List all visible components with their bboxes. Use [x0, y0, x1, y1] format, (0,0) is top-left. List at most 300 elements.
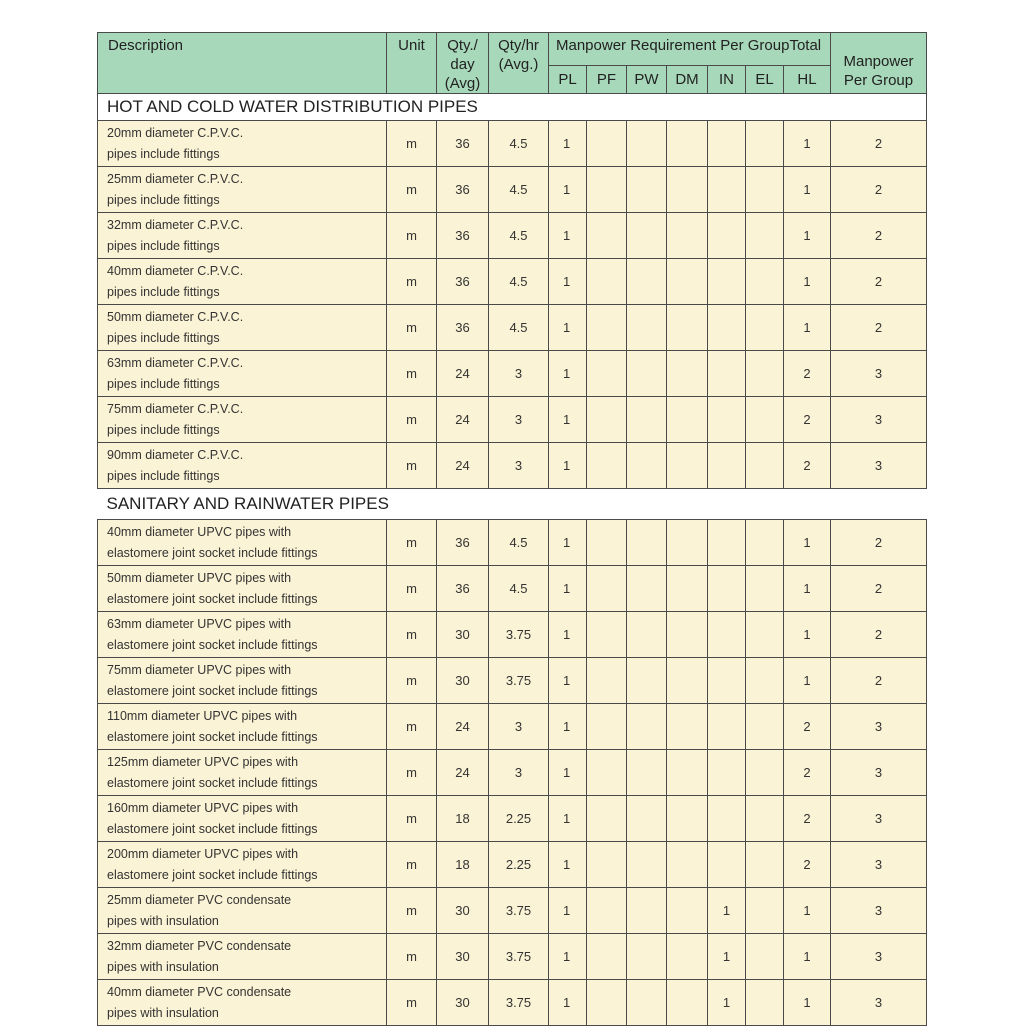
cell-mpg: 2: [831, 259, 927, 305]
cell-pw: [627, 167, 667, 213]
section-title: HOT AND COLD WATER DISTRIBUTION PIPES: [98, 94, 927, 121]
cell-dm: [667, 520, 708, 566]
cell-hl: 1: [784, 980, 831, 1026]
cell-el: [746, 612, 784, 658]
table-row: [98, 443, 927, 489]
cell-hl: 1: [784, 305, 831, 351]
cell-unit: m: [387, 443, 437, 489]
row-description-line2: pipes with insulation: [107, 1005, 219, 1020]
row-description: [98, 888, 387, 934]
row-description-line2: pipes with insulation: [107, 913, 219, 928]
header-qty-day-line2: day: [450, 56, 475, 73]
cell-el: [746, 443, 784, 489]
row-description-line2: pipes include fittings: [107, 376, 220, 391]
cell-pl: 1: [549, 612, 587, 658]
cell-pl: 1: [549, 167, 587, 213]
row-description-line1: 90mm diameter C.P.V.C.: [107, 447, 244, 462]
cell-qh: 4.5: [489, 121, 549, 167]
cell-qh: 3: [489, 443, 549, 489]
table-row: [98, 397, 927, 443]
row-description: [98, 934, 387, 980]
cell-qh: 2.25: [489, 796, 549, 842]
cell-unit: m: [387, 658, 437, 704]
table-row: [98, 796, 927, 842]
cell-in: [708, 351, 746, 397]
cell-in: 1: [708, 934, 746, 980]
cell-hl: 1: [784, 259, 831, 305]
cell-pl: 1: [549, 888, 587, 934]
cell-pl: 1: [549, 351, 587, 397]
cell-pl: 1: [549, 704, 587, 750]
header-pf: PF: [587, 65, 627, 93]
cell-qh: 3: [489, 704, 549, 750]
header-mpg-line2: Per Group: [843, 72, 914, 89]
cell-qh: 3: [489, 750, 549, 796]
cell-dm: [667, 305, 708, 351]
cell-pf: [587, 704, 627, 750]
row-description: [98, 842, 387, 888]
cell-qh: 2.25: [489, 842, 549, 888]
cell-pw: [627, 658, 667, 704]
row-description-line1: 63mm diameter C.P.V.C.: [107, 355, 244, 370]
header-dm: DM: [667, 65, 708, 93]
cell-el: [746, 213, 784, 259]
row-description: [98, 167, 387, 213]
table-row: [98, 612, 927, 658]
row-description: [98, 305, 387, 351]
row-description: [98, 612, 387, 658]
row-description: [98, 443, 387, 489]
cell-pf: [587, 443, 627, 489]
header-description: Description: [98, 33, 387, 94]
cell-unit: m: [387, 520, 437, 566]
cell-qd: 24: [437, 443, 489, 489]
row-description-line1: 125mm diameter UPVC pipes with: [107, 754, 299, 769]
cell-pw: [627, 888, 667, 934]
header-qty-day: [437, 33, 489, 94]
cell-dm: [667, 351, 708, 397]
cell-hl: 1: [784, 612, 831, 658]
cell-pf: [587, 888, 627, 934]
table-row: [98, 842, 927, 888]
cell-qh: 3: [489, 351, 549, 397]
cell-hl: 2: [784, 750, 831, 796]
cell-el: [746, 566, 784, 612]
row-description: [98, 397, 387, 443]
row-description-line1: 32mm diameter PVC condensate: [107, 938, 292, 953]
row-description-line1: 20mm diameter C.P.V.C.: [107, 125, 244, 140]
cell-el: [746, 658, 784, 704]
cell-qh: 4.5: [489, 167, 549, 213]
cell-pl: 1: [549, 520, 587, 566]
cell-qh: 3: [489, 397, 549, 443]
cell-pw: [627, 980, 667, 1026]
cell-hl: 1: [784, 566, 831, 612]
cell-in: [708, 397, 746, 443]
cell-qh: 4.5: [489, 305, 549, 351]
cell-in: [708, 750, 746, 796]
row-description-line2: pipes include fittings: [107, 422, 220, 437]
cell-pw: [627, 750, 667, 796]
cell-qh: 4.5: [489, 259, 549, 305]
cell-pw: [627, 934, 667, 980]
table-row: [98, 566, 927, 612]
cell-pf: [587, 259, 627, 305]
header-pl: PL: [549, 65, 587, 93]
table-row: [98, 121, 927, 167]
cell-qd: 30: [437, 612, 489, 658]
cell-mpg: 2: [831, 213, 927, 259]
cell-hl: 1: [784, 934, 831, 980]
cell-unit: m: [387, 397, 437, 443]
cell-dm: [667, 980, 708, 1026]
row-description-line2: elastomere joint socket include fittings: [107, 683, 318, 698]
cell-pf: [587, 351, 627, 397]
cell-dm: [667, 842, 708, 888]
section-title: SANITARY AND RAINWATER PIPES: [98, 489, 927, 520]
cell-pw: [627, 397, 667, 443]
row-description-line1: 32mm diameter C.P.V.C.: [107, 217, 244, 232]
cell-qd: 36: [437, 566, 489, 612]
cell-in: [708, 566, 746, 612]
row-description-line1: 160mm diameter UPVC pipes with: [107, 800, 299, 815]
cell-qd: 18: [437, 796, 489, 842]
cell-pf: [587, 842, 627, 888]
cell-pf: [587, 121, 627, 167]
cell-pl: 1: [549, 658, 587, 704]
cell-in: [708, 658, 746, 704]
cell-pl: 1: [549, 213, 587, 259]
cell-el: [746, 397, 784, 443]
cell-dm: [667, 397, 708, 443]
manpower-table-page: [97, 32, 926, 1026]
cell-qd: 36: [437, 305, 489, 351]
cell-mpg: 3: [831, 351, 927, 397]
row-description: [98, 796, 387, 842]
cell-pl: 1: [549, 259, 587, 305]
cell-pf: [587, 167, 627, 213]
cell-dm: [667, 612, 708, 658]
table-row: [98, 520, 927, 566]
cell-mpg: 3: [831, 397, 927, 443]
cell-pl: 1: [549, 121, 587, 167]
row-description-line1: 110mm diameter UPVC pipes with: [107, 708, 298, 723]
cell-unit: m: [387, 888, 437, 934]
cell-dm: [667, 934, 708, 980]
cell-dm: [667, 213, 708, 259]
header-qty-hr: [489, 33, 549, 94]
row-description-line2: pipes with insulation: [107, 959, 219, 974]
section-row: [98, 489, 927, 520]
row-description-line2: elastomere joint socket include fittings: [107, 867, 318, 882]
cell-el: [746, 520, 784, 566]
header-unit: Unit: [387, 33, 437, 94]
cell-dm: [667, 888, 708, 934]
cell-qd: 36: [437, 259, 489, 305]
cell-pf: [587, 213, 627, 259]
cell-qd: 24: [437, 750, 489, 796]
cell-pl: 1: [549, 980, 587, 1026]
cell-el: [746, 704, 784, 750]
cell-pl: 1: [549, 566, 587, 612]
row-description: [98, 980, 387, 1026]
cell-qd: 36: [437, 520, 489, 566]
cell-dm: [667, 658, 708, 704]
cell-hl: 2: [784, 704, 831, 750]
cell-qd: 30: [437, 658, 489, 704]
cell-pf: [587, 658, 627, 704]
cell-in: [708, 213, 746, 259]
cell-mpg: 3: [831, 888, 927, 934]
header-manpower-requirement: Manpower Requirement Per GroupTotal: [549, 33, 831, 66]
cell-pf: [587, 397, 627, 443]
cell-el: [746, 750, 784, 796]
cell-hl: 1: [784, 888, 831, 934]
cell-in: [708, 842, 746, 888]
cell-qh: 4.5: [489, 213, 549, 259]
cell-in: [708, 796, 746, 842]
cell-dm: [667, 566, 708, 612]
row-description-line1: 40mm diameter C.P.V.C.: [107, 263, 244, 278]
cell-hl: 2: [784, 842, 831, 888]
table-row: [98, 167, 927, 213]
cell-qd: 18: [437, 842, 489, 888]
cell-qh: 4.5: [489, 520, 549, 566]
cell-el: [746, 121, 784, 167]
cell-unit: m: [387, 213, 437, 259]
cell-unit: m: [387, 980, 437, 1026]
cell-unit: m: [387, 305, 437, 351]
row-description-line2: pipes include fittings: [107, 284, 220, 299]
cell-pl: 1: [549, 842, 587, 888]
cell-pl: 1: [549, 397, 587, 443]
cell-dm: [667, 259, 708, 305]
cell-dm: [667, 796, 708, 842]
cell-pf: [587, 796, 627, 842]
cell-pw: [627, 259, 667, 305]
table-row: [98, 259, 927, 305]
cell-dm: [667, 750, 708, 796]
row-description-line2: pipes include fittings: [107, 238, 220, 253]
table-row: [98, 750, 927, 796]
cell-qd: 30: [437, 934, 489, 980]
table-body: [98, 94, 927, 1026]
cell-qh: 3.75: [489, 658, 549, 704]
cell-mpg: 2: [831, 121, 927, 167]
cell-hl: 2: [784, 443, 831, 489]
cell-mpg: 2: [831, 167, 927, 213]
cell-el: [746, 167, 784, 213]
cell-pf: [587, 305, 627, 351]
cell-qd: 36: [437, 213, 489, 259]
cell-mpg: 3: [831, 796, 927, 842]
cell-pl: 1: [549, 750, 587, 796]
cell-el: [746, 980, 784, 1026]
cell-qh: 4.5: [489, 566, 549, 612]
row-description: [98, 213, 387, 259]
cell-pw: [627, 566, 667, 612]
cell-unit: m: [387, 612, 437, 658]
cell-pf: [587, 520, 627, 566]
cell-hl: 1: [784, 167, 831, 213]
cell-hl: 1: [784, 520, 831, 566]
row-description: [98, 750, 387, 796]
cell-mpg: 2: [831, 566, 927, 612]
cell-hl: 2: [784, 796, 831, 842]
cell-in: 1: [708, 980, 746, 1026]
cell-in: [708, 167, 746, 213]
cell-hl: 2: [784, 351, 831, 397]
table-row: [98, 980, 927, 1026]
header-in: IN: [708, 65, 746, 93]
section-row: [98, 94, 927, 121]
cell-el: [746, 888, 784, 934]
cell-unit: m: [387, 796, 437, 842]
cell-unit: m: [387, 934, 437, 980]
row-description-line2: elastomere joint socket include fittings: [107, 545, 318, 560]
row-description: [98, 566, 387, 612]
cell-pw: [627, 520, 667, 566]
cell-mpg: 3: [831, 704, 927, 750]
row-description-line2: pipes include fittings: [107, 468, 220, 483]
header-qty-hr-line2: (Avg.): [498, 56, 539, 73]
cell-pf: [587, 980, 627, 1026]
row-description-line2: pipes include fittings: [107, 330, 220, 345]
cell-pf: [587, 934, 627, 980]
cell-mpg: 3: [831, 980, 927, 1026]
row-description-line1: 75mm diameter UPVC pipes with: [107, 662, 292, 677]
row-description-line2: elastomere joint socket include fittings: [107, 729, 318, 744]
cell-el: [746, 934, 784, 980]
cell-qd: 30: [437, 980, 489, 1026]
row-description-line2: pipes include fittings: [107, 146, 220, 161]
cell-pl: 1: [549, 443, 587, 489]
cell-mpg: 2: [831, 612, 927, 658]
cell-pl: 1: [549, 934, 587, 980]
cell-dm: [667, 121, 708, 167]
cell-el: [746, 842, 784, 888]
cell-el: [746, 796, 784, 842]
header-el: EL: [746, 65, 784, 93]
cell-unit: m: [387, 842, 437, 888]
cell-qd: 36: [437, 167, 489, 213]
row-description: [98, 704, 387, 750]
cell-pw: [627, 796, 667, 842]
cell-in: [708, 704, 746, 750]
row-description-line2: elastomere joint socket include fittings: [107, 591, 318, 606]
table-row: [98, 888, 927, 934]
cell-pw: [627, 305, 667, 351]
cell-el: [746, 259, 784, 305]
cell-unit: m: [387, 704, 437, 750]
cell-qd: 30: [437, 888, 489, 934]
header-pw: PW: [627, 65, 667, 93]
cell-qd: 24: [437, 351, 489, 397]
cell-unit: m: [387, 259, 437, 305]
row-description-line1: 200mm diameter UPVC pipes with: [107, 846, 299, 861]
cell-in: 1: [708, 888, 746, 934]
cell-unit: m: [387, 750, 437, 796]
cell-mpg: 3: [831, 443, 927, 489]
row-description-line1: 40mm diameter PVC condensate: [107, 984, 292, 999]
cell-qd: 24: [437, 397, 489, 443]
header-mpg-line1: Manpower: [843, 53, 914, 70]
cell-qh: 3.75: [489, 888, 549, 934]
cell-pf: [587, 612, 627, 658]
table-row: [98, 658, 927, 704]
row-description: [98, 259, 387, 305]
cell-pl: 1: [549, 305, 587, 351]
row-description-line1: 50mm diameter C.P.V.C.: [107, 309, 244, 324]
row-description-line2: pipes include fittings: [107, 192, 220, 207]
cell-pw: [627, 351, 667, 397]
cell-in: [708, 520, 746, 566]
row-description: [98, 658, 387, 704]
table-row: [98, 213, 927, 259]
table-row: [98, 934, 927, 980]
cell-qh: 3.75: [489, 980, 549, 1026]
cell-mpg: 2: [831, 305, 927, 351]
cell-pf: [587, 566, 627, 612]
header-hl: HL: [784, 65, 831, 93]
cell-mpg: 2: [831, 520, 927, 566]
cell-unit: m: [387, 566, 437, 612]
cell-pw: [627, 612, 667, 658]
row-description-line1: 25mm diameter C.P.V.C.: [107, 171, 244, 186]
cell-hl: 1: [784, 658, 831, 704]
cell-pw: [627, 443, 667, 489]
cell-qd: 24: [437, 704, 489, 750]
cell-dm: [667, 167, 708, 213]
cell-in: [708, 443, 746, 489]
row-description: [98, 121, 387, 167]
row-description-line2: elastomere joint socket include fittings: [107, 637, 318, 652]
cell-dm: [667, 443, 708, 489]
row-description-line1: 63mm diameter UPVC pipes with: [107, 616, 292, 631]
row-description-line2: elastomere joint socket include fittings: [107, 821, 318, 836]
cell-unit: m: [387, 121, 437, 167]
header-manpower-per-group: [831, 33, 927, 94]
cell-unit: m: [387, 167, 437, 213]
row-description-line1: 75mm diameter C.P.V.C.: [107, 401, 244, 416]
cell-mpg: 3: [831, 750, 927, 796]
row-description: [98, 520, 387, 566]
row-description-line1: 40mm diameter UPVC pipes with: [107, 524, 292, 539]
row-description: [98, 351, 387, 397]
cell-hl: 1: [784, 121, 831, 167]
cell-mpg: 3: [831, 842, 927, 888]
cell-in: [708, 121, 746, 167]
table-row: [98, 351, 927, 397]
row-description-line1: 25mm diameter PVC condensate: [107, 892, 292, 907]
row-description-line2: elastomere joint socket include fittings: [107, 775, 318, 790]
cell-in: [708, 612, 746, 658]
cell-unit: m: [387, 351, 437, 397]
cell-el: [746, 351, 784, 397]
cell-el: [746, 305, 784, 351]
cell-qh: 3.75: [489, 934, 549, 980]
table-row: [98, 704, 927, 750]
cell-pw: [627, 704, 667, 750]
header-qty-day-line1: Qty./: [447, 37, 478, 54]
cell-pf: [587, 750, 627, 796]
cell-qh: 3.75: [489, 612, 549, 658]
cell-pl: 1: [549, 796, 587, 842]
manpower-table: [97, 32, 927, 1026]
table-row: [98, 305, 927, 351]
cell-pw: [627, 213, 667, 259]
cell-pw: [627, 121, 667, 167]
